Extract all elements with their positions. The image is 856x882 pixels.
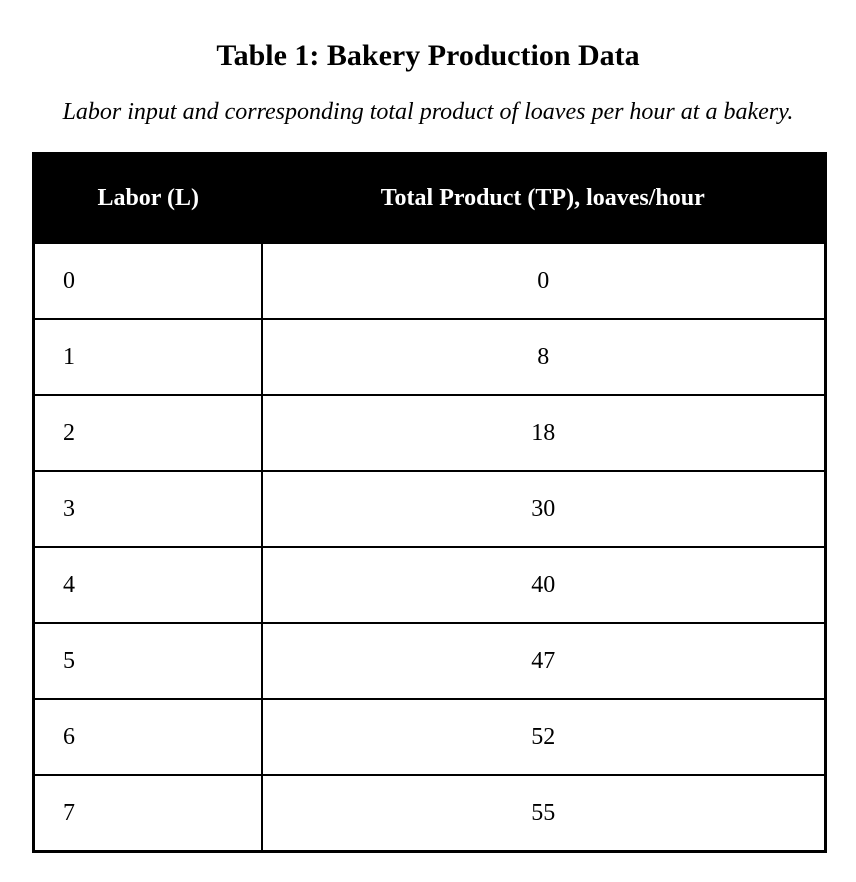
table-row [34, 699, 826, 775]
total-product-cell: 52 [262, 699, 826, 775]
table-row [34, 547, 826, 623]
table-row [34, 471, 826, 547]
total-product-cell: 40 [262, 547, 826, 623]
table-row [34, 623, 826, 699]
total-product-cell: 30 [262, 471, 826, 547]
header-row [34, 154, 826, 244]
table-title: Table 1: Bakery Production Data [216, 39, 640, 72]
header-total-product: Total Product (TP), loaves/hour [262, 154, 826, 244]
labor-cell: 0 [34, 243, 262, 319]
table-row [34, 775, 826, 852]
total-product-cell: 0 [262, 243, 826, 319]
labor-cell: 2 [34, 395, 262, 471]
total-product-cell: 18 [262, 395, 826, 471]
table-row [34, 319, 826, 395]
table-row [34, 243, 826, 319]
labor-cell: 7 [34, 775, 262, 852]
labor-cell: 1 [34, 319, 262, 395]
header-labor: Labor (L) [34, 154, 262, 244]
total-product-cell: 55 [262, 775, 826, 852]
labor-cell: 5 [34, 623, 262, 699]
total-product-cell: 47 [262, 623, 826, 699]
production-table [32, 152, 827, 853]
labor-cell: 4 [34, 547, 262, 623]
labor-cell: 3 [34, 471, 262, 547]
table-row [34, 395, 826, 471]
labor-cell: 6 [34, 699, 262, 775]
total-product-cell: 8 [262, 319, 826, 395]
table-caption: Labor input and corresponding total product of loaves per hour at a bakery. [62, 99, 794, 125]
